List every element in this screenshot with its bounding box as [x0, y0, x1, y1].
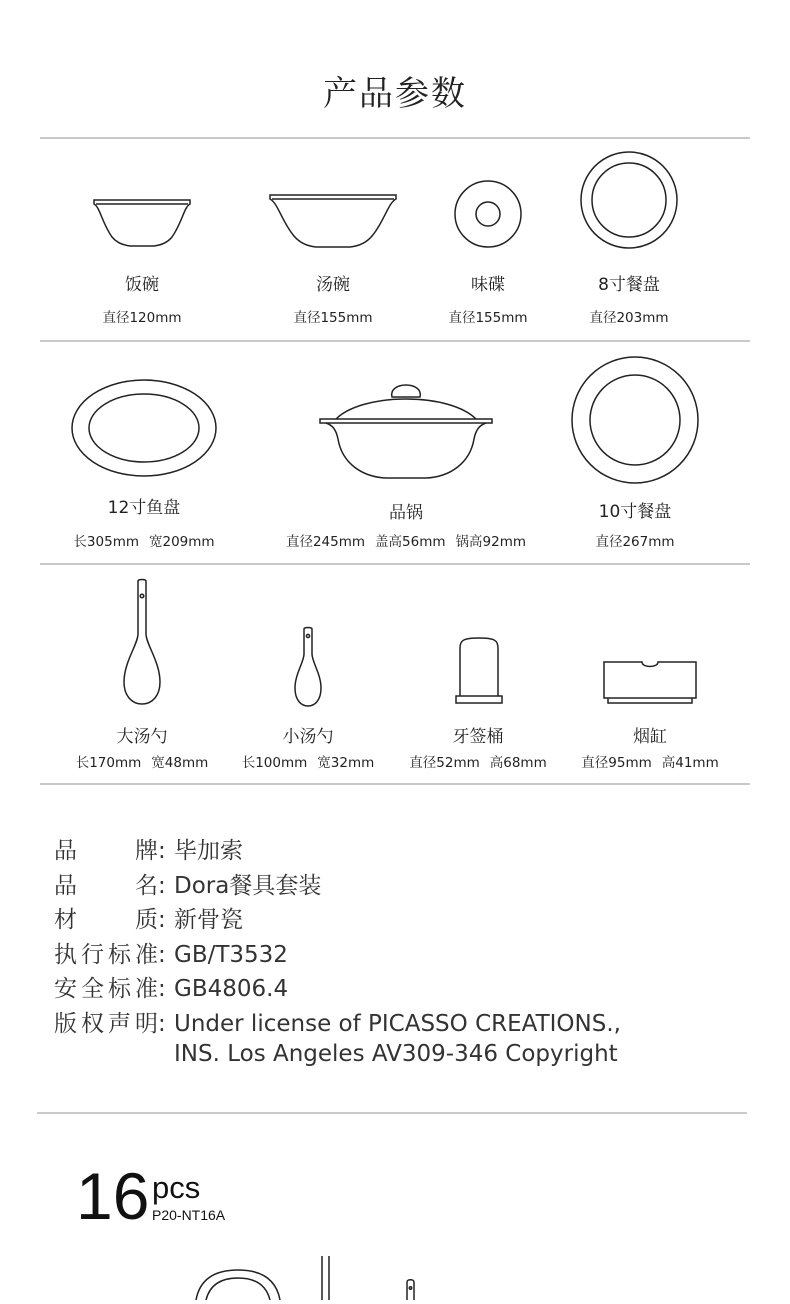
divider [40, 340, 750, 342]
item-name: 牙签桶 [452, 727, 504, 747]
ashtray-icon [602, 660, 698, 706]
item-dims: 直径120mm [102, 310, 182, 326]
item-name: 烟缸 [633, 727, 667, 747]
toothpick-holder-icon [454, 636, 504, 706]
divider [40, 783, 750, 785]
plate-8-inch-icon [579, 151, 679, 251]
item-dims: 直径203mm [589, 310, 669, 326]
item-name: 8寸餐盘 [598, 275, 660, 295]
plate-10-inch-icon [570, 355, 700, 485]
item-dims: 直径155mm [293, 310, 373, 326]
sauce-dish-icon [453, 179, 523, 249]
page-title: 产品参数 [323, 74, 467, 114]
item-dims: 直径95mm 高41mm [581, 755, 719, 771]
spec-label: 品 牌 [54, 838, 158, 864]
small-spoon-icon [293, 626, 323, 708]
item-dims: 长305mm 宽209mm [73, 534, 215, 550]
plate-icon [196, 1270, 280, 1300]
item-dims: 直径267mm [595, 534, 675, 550]
item-name: 品锅 [389, 503, 423, 523]
soup-bowl-icon [268, 192, 398, 252]
spec-label: 材 质 [54, 907, 158, 933]
piece-unit: pcs [152, 1170, 201, 1205]
spec-safety-standard: 安 全 标 准 : GB4806.4 [54, 972, 621, 1007]
divider [40, 137, 750, 139]
item-name: 味碟 [471, 275, 505, 295]
set-code: P20-NT16A [152, 1207, 226, 1223]
item-dims: 长170mm 宽48mm [75, 755, 209, 771]
fish-plate-icon [70, 379, 218, 479]
item-dims: 长100mm 宽32mm [241, 755, 375, 771]
rice-bowl-icon [92, 195, 192, 250]
spec-value: Dora餐具套装 [174, 872, 322, 899]
item-name: 10寸餐盘 [598, 502, 672, 522]
spec-label: 执 行 标 准 [54, 941, 158, 968]
spec-value: GB/T3532 [174, 941, 288, 968]
item-name: 12寸鱼盘 [107, 498, 181, 518]
chopsticks-icon [322, 1256, 329, 1300]
item-name: 小汤勺 [282, 727, 334, 747]
covered-pot-icon [318, 381, 494, 481]
spec-value-continued: INS. Los Angeles AV309-346 Copyright [174, 1041, 618, 1067]
spec-label: 品 名 [54, 872, 158, 899]
item-name: 汤碗 [316, 275, 350, 295]
item-name: 饭碗 [125, 275, 159, 295]
spec-label: 版 权 声 明 [54, 1010, 158, 1037]
item-dims: 直径155mm [448, 310, 528, 326]
item-name: 大汤勺 [116, 727, 168, 747]
spec-standard: 执 行 标 准 : GB/T3532 [54, 938, 621, 973]
spec-material: 材 质 : 新骨瓷 [54, 903, 621, 938]
divider [40, 563, 750, 565]
set-preview-illustration [0, 1240, 790, 1304]
large-spoon-icon [120, 578, 164, 706]
piece-count: 16 [76, 1159, 150, 1233]
spec-product-name: 品 名 : Dora餐具套装 [54, 869, 621, 904]
item-dims: 直径52mm 高68mm [409, 755, 547, 771]
spec-value: 毕加索 [174, 838, 243, 864]
spoon-icon [407, 1280, 414, 1300]
spec-value: GB4806.4 [174, 976, 289, 1002]
spec-list [54, 834, 621, 1072]
spec-value: Under license of PICASSO CREATIONS., [174, 1010, 621, 1037]
spec-label: 安 全 标 准 [54, 976, 158, 1002]
divider [37, 1112, 747, 1114]
spec-copyright: 版 权 声 明 : Under license of PICASSO CREATIONS., [54, 1007, 621, 1042]
spec-brand: 品 牌 : 毕加索 [54, 834, 621, 869]
item-dims: 直径245mm 盖高56mm 锅高92mm [285, 534, 527, 550]
spec-value: 新骨瓷 [174, 907, 243, 933]
